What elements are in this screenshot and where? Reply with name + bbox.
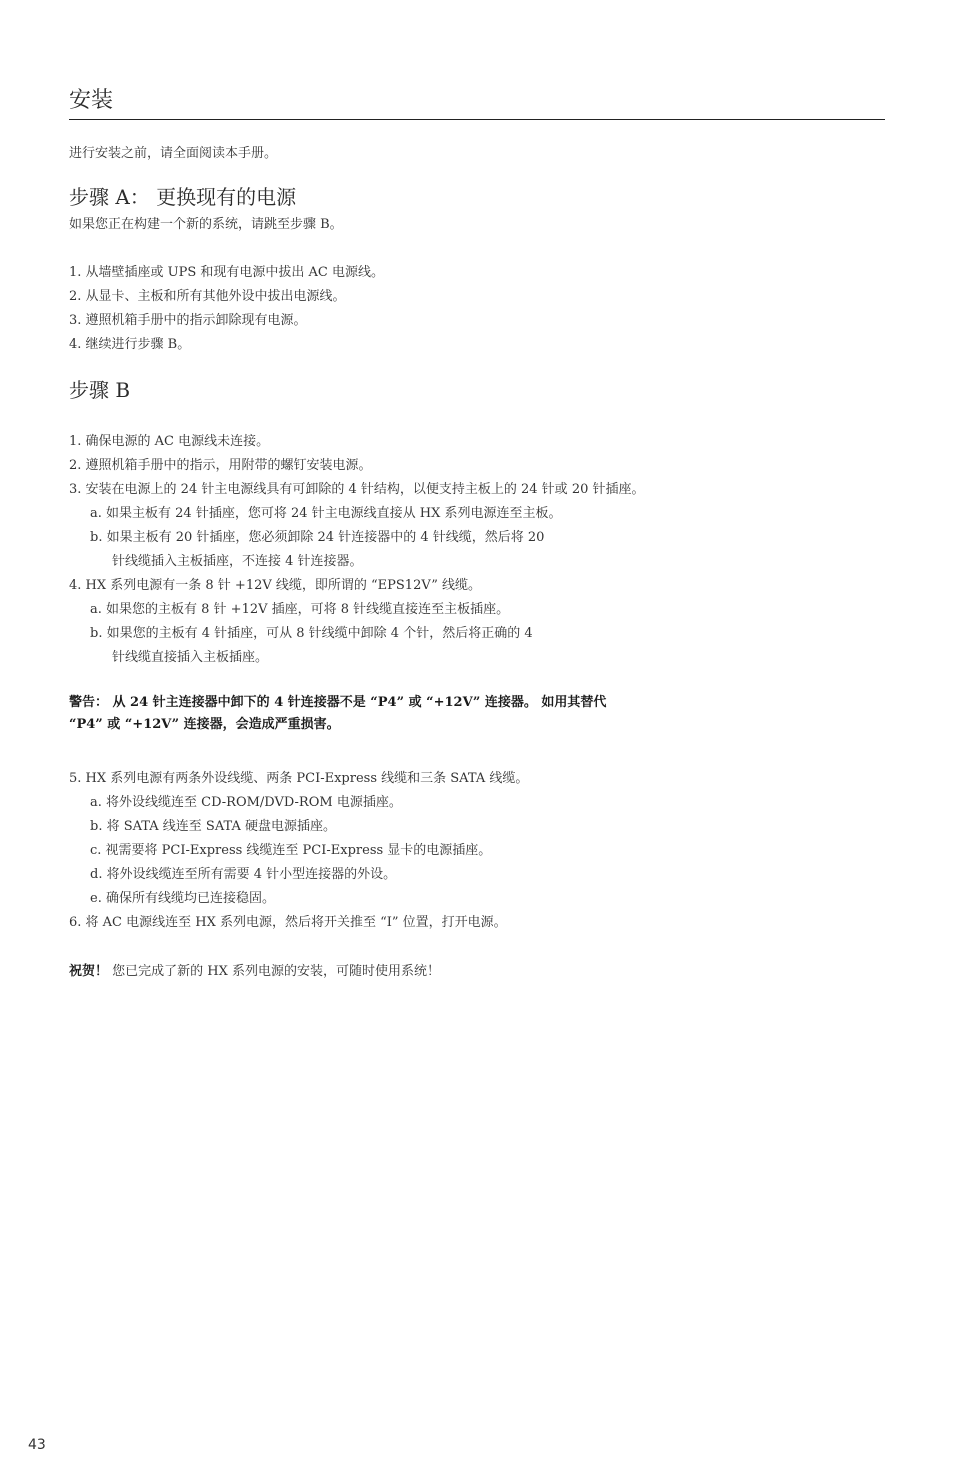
list-item: d. 将外设线缆连至所有需要 4 针小型连接器的外设。 (90, 867, 397, 882)
list-item: a. 如果主板有 24 针插座，您可将 24 针主电源线直接从 HX 系列电源连至主板。 (90, 506, 562, 521)
intro-text: 进行安装之前，请全面阅读本手册。 (69, 146, 278, 161)
list-item: e. 确保所有线缆均已连接稳固。 (90, 891, 275, 906)
list-item: 2. 遵照机箱手册中的指示，用附带的螺钉安装电源。 (69, 458, 372, 473)
list-item: 4. 继续进行步骤 B。 (69, 337, 191, 352)
title-divider (69, 119, 885, 120)
step-a-heading: 步骤 A： 更换现有的电源 (69, 185, 297, 209)
list-item: 4. HX 系列电源有一条 8 针 +12V 线缆，即所谓的 “EPS12V” 线缆。 (69, 578, 481, 593)
list-item: 1. 从墙壁插座或 UPS 和现有电源中拔出 AC 电源线。 (69, 265, 385, 280)
list-item: a. 将外设线缆连至 CD-ROM/DVD-ROM 电源插座。 (90, 795, 402, 810)
list-item: 3. 遵照机箱手册中的指示卸除现有电源。 (69, 313, 307, 328)
list-item: 6. 将 AC 电源线连至 HX 系列电源，然后将开关推至 “I” 位置，打开电源。 (69, 915, 507, 930)
list-item: b. 如果主板有 20 针插座，您必须卸除 24 针连接器中的 4 针线缆，然后将 20 (90, 530, 545, 545)
step-b-list-continued (69, 767, 528, 935)
list-item: a. 如果您的主板有 8 针 +12V 插座，可将 8 针线缆直接连至主板插座。 (90, 602, 510, 617)
list-item: b. 如果您的主板有 4 针插座，可从 8 针线缆中卸除 4 个针，然后将正确的 4 (90, 626, 533, 641)
page-number: 43 (28, 1437, 46, 1453)
list-item: c. 视需要将 PCI-Express 线缆连至 PCI-Express 显卡的电源插座。 (90, 843, 492, 858)
list-item: 针线缆直接插入主板插座。 (112, 650, 269, 665)
step-b-list (69, 430, 645, 670)
congratulations-message (69, 961, 440, 983)
congrats-label: 祝贺！ (69, 964, 109, 979)
list-item: 3. 安装在电源上的 24 针主电源线具有可卸除的 4 针结构，以便支持主板上的 24 针或 20 针插座。 (69, 482, 645, 497)
list-item: 针线缆插入主板插座，不连接 4 针连接器。 (112, 554, 363, 569)
step-a-note: 如果您正在构建一个新的系统，请跳至步骤 B。 (69, 217, 343, 232)
list-item: 1. 确保电源的 AC 电源线未连接。 (69, 434, 270, 449)
list-item: 5. HX 系列电源有两条外设线缆、两条 PCI-Express 线缆和三条 SATA 线缆。 (69, 771, 529, 786)
warning-line: “P4” 或 “+12V” 连接器，会造成严重损害。 (69, 717, 340, 732)
page-title: 安装 (69, 88, 114, 113)
step-a-list (69, 261, 384, 357)
step-b-heading: 步骤 B (69, 378, 131, 402)
warning-line: 警告： 从 24 针主连接器中卸下的 4 针连接器不是 “P4” 或 “+12V” 连接器。 如用其替代 (69, 695, 607, 710)
warning-notice (69, 692, 829, 736)
congrats-text: 您已完成了新的 HX 系列电源的安装，可随时使用系统！ (108, 964, 441, 979)
list-item: b. 将 SATA 线连至 SATA 硬盘电源插座。 (90, 819, 336, 834)
list-item: 2. 从显卡、主板和所有其他外设中拔出电源线。 (69, 289, 346, 304)
